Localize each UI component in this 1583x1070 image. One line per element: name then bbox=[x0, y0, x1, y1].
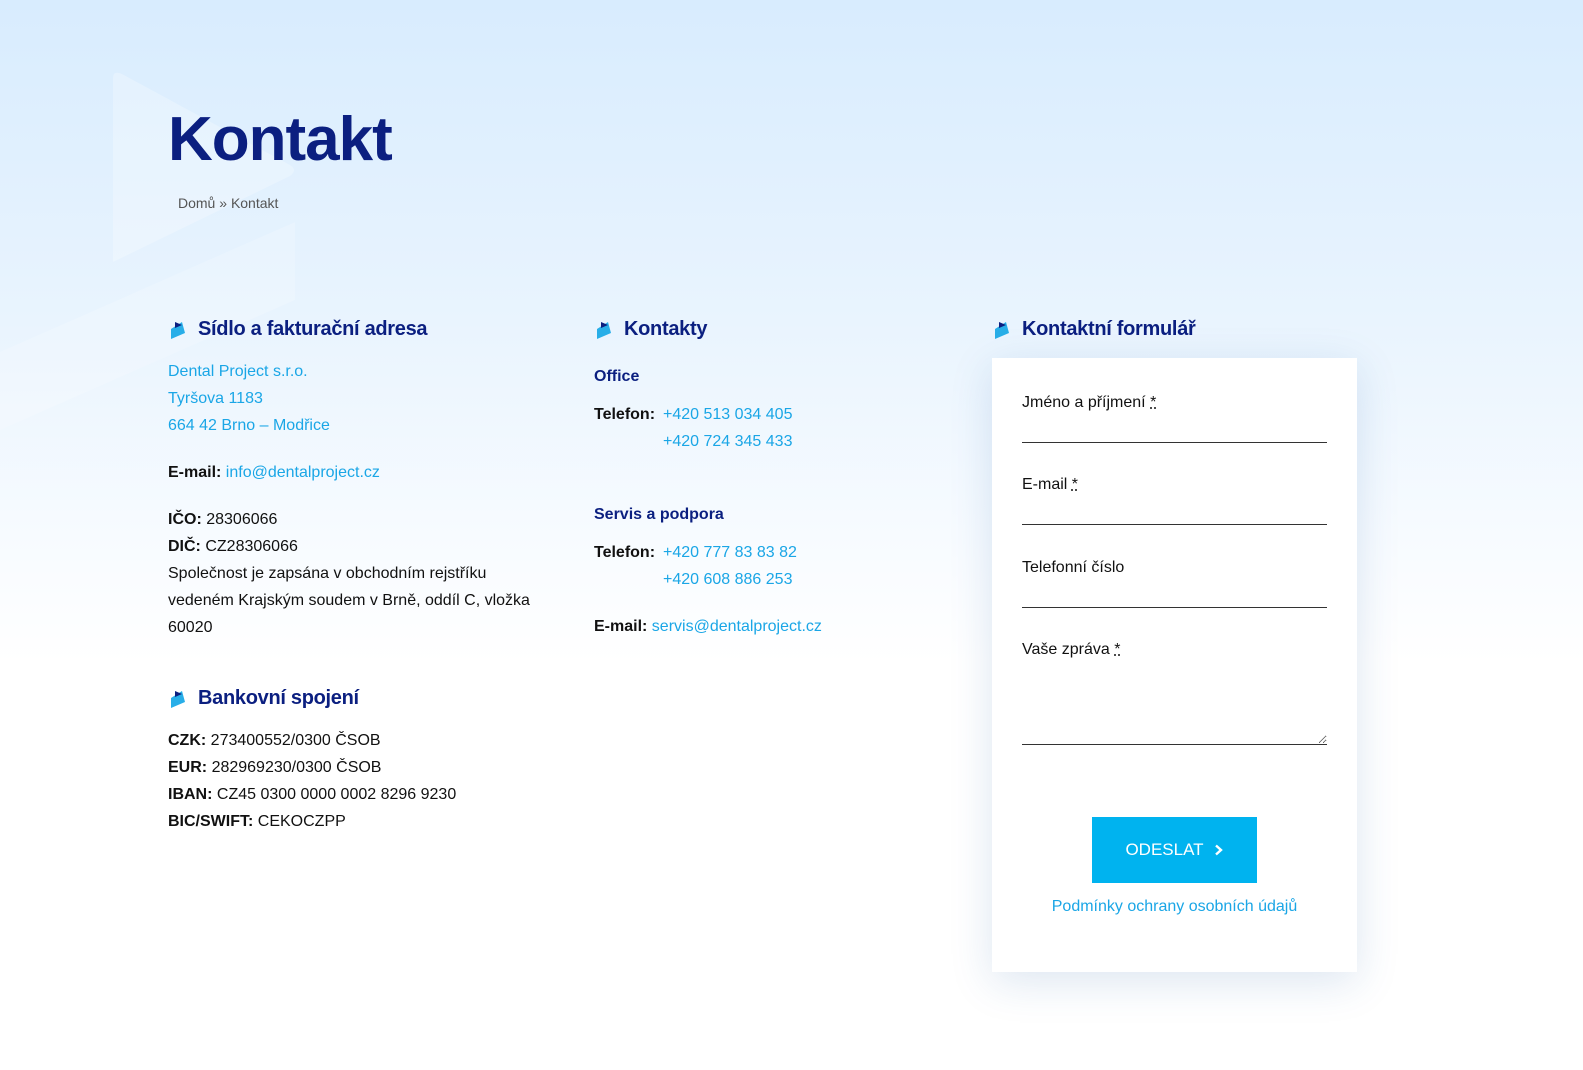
email-input[interactable] bbox=[1022, 494, 1327, 525]
required-marker: * bbox=[1071, 476, 1079, 493]
address-email-label: E-mail: bbox=[168, 464, 222, 481]
dic-value: CZ28306066 bbox=[205, 538, 298, 555]
contacts-heading-text: Kontakty bbox=[624, 318, 708, 340]
email-field bbox=[1022, 476, 1327, 525]
message-label-text: Vaše zpráva bbox=[1022, 641, 1110, 658]
breadcrumb-home-link[interactable]: Domů bbox=[178, 195, 216, 211]
form-heading-text: Kontaktní formulář bbox=[1022, 318, 1196, 340]
bank-czk-value: 273400552/0300 ČSOB bbox=[210, 732, 381, 749]
dic-label: DIČ: bbox=[168, 538, 201, 555]
service-phone-label: Telefon: bbox=[594, 544, 656, 561]
service-email-link[interactable]: servis@dentalproject.cz bbox=[651, 618, 822, 635]
section-marker-icon bbox=[594, 320, 614, 340]
service-phones bbox=[594, 539, 934, 593]
name-label-text: Jméno a příjmení bbox=[1022, 394, 1146, 411]
phone-label bbox=[1022, 559, 1327, 577]
page-title: Kontakt bbox=[168, 105, 392, 174]
company-ids bbox=[168, 506, 538, 641]
form-heading bbox=[992, 318, 1196, 341]
submit-button-label: ODESLAT bbox=[1125, 840, 1204, 859]
office-heading: Office bbox=[594, 368, 640, 385]
registry-text: Společnost je zapsána v obchodním rejstříku vedeném Krajským soudem v Brně, oddíl C, vložka 60020 bbox=[168, 565, 530, 636]
message-field bbox=[1022, 641, 1327, 745]
required-marker: * bbox=[1114, 641, 1121, 658]
name-label bbox=[1022, 394, 1327, 412]
section-marker-icon bbox=[168, 689, 188, 709]
bank-swift-label: BIC/SWIFT: bbox=[168, 813, 254, 830]
office-phones bbox=[594, 401, 934, 455]
bank-heading bbox=[168, 687, 359, 710]
breadcrumb-current: Kontakt bbox=[230, 195, 279, 211]
bank-czk-label: CZK: bbox=[168, 732, 207, 749]
bank-iban-label: IBAN: bbox=[168, 786, 213, 803]
message-textarea[interactable] bbox=[1022, 659, 1327, 745]
email-label-text: E-mail bbox=[1022, 476, 1068, 493]
address-heading-text: Sídlo a fakturační adresa bbox=[198, 318, 428, 340]
phone-field bbox=[1022, 559, 1327, 608]
service-heading: Servis a podpora bbox=[594, 506, 724, 523]
message-label bbox=[1022, 641, 1327, 659]
breadcrumb bbox=[178, 195, 278, 211]
submit-button[interactable] bbox=[1092, 817, 1257, 883]
section-marker-icon bbox=[992, 320, 1012, 340]
name-field bbox=[1022, 394, 1327, 443]
required-marker: * bbox=[1150, 394, 1157, 411]
address-email-link[interactable]: info@dentalproject.cz bbox=[225, 464, 380, 481]
service-email-label: E-mail: bbox=[594, 618, 648, 635]
privacy-policy-link[interactable]: Podmínky ochrany osobních údajů bbox=[1051, 898, 1298, 915]
bank-iban-value: CZ45 0300 0000 0002 8296 9230 bbox=[216, 786, 457, 803]
bank-details bbox=[168, 727, 548, 835]
address-company[interactable]: Dental Project s.r.o. bbox=[168, 363, 308, 380]
name-input[interactable] bbox=[1022, 412, 1327, 443]
address-city[interactable]: 664 42 Brno – Modřice bbox=[168, 417, 330, 434]
service-phone-1[interactable]: +420 777 83 83 82 bbox=[663, 544, 797, 561]
breadcrumb-separator: » bbox=[219, 195, 228, 211]
contacts-heading bbox=[594, 318, 707, 341]
section-marker-icon bbox=[168, 320, 188, 340]
address-block bbox=[168, 358, 548, 439]
address-heading bbox=[168, 318, 427, 341]
address-street[interactable]: Tyršova 1183 bbox=[168, 390, 263, 407]
contact-form bbox=[992, 358, 1357, 972]
bank-heading-text: Bankovní spojení bbox=[198, 687, 359, 709]
bank-eur-value: 282969230/0300 ČSOB bbox=[211, 759, 382, 776]
service-email-row bbox=[594, 613, 934, 640]
chevron-right-icon bbox=[1214, 844, 1224, 856]
bank-swift-value: CEKOCZPP bbox=[257, 813, 346, 830]
phone-label-text: Telefonní číslo bbox=[1022, 559, 1125, 576]
office-phone-label: Telefon: bbox=[594, 406, 656, 423]
ico-label: IČO: bbox=[168, 511, 202, 528]
bank-eur-label: EUR: bbox=[168, 759, 208, 776]
address-email-row bbox=[168, 459, 548, 486]
service-phone-2[interactable]: +420 608 886 253 bbox=[663, 571, 793, 588]
email-label bbox=[1022, 476, 1327, 494]
office-phone-1[interactable]: +420 513 034 405 bbox=[663, 406, 793, 423]
ico-value: 28306066 bbox=[206, 511, 278, 528]
office-phone-2[interactable]: +420 724 345 433 bbox=[663, 433, 793, 450]
phone-input[interactable] bbox=[1022, 577, 1327, 608]
